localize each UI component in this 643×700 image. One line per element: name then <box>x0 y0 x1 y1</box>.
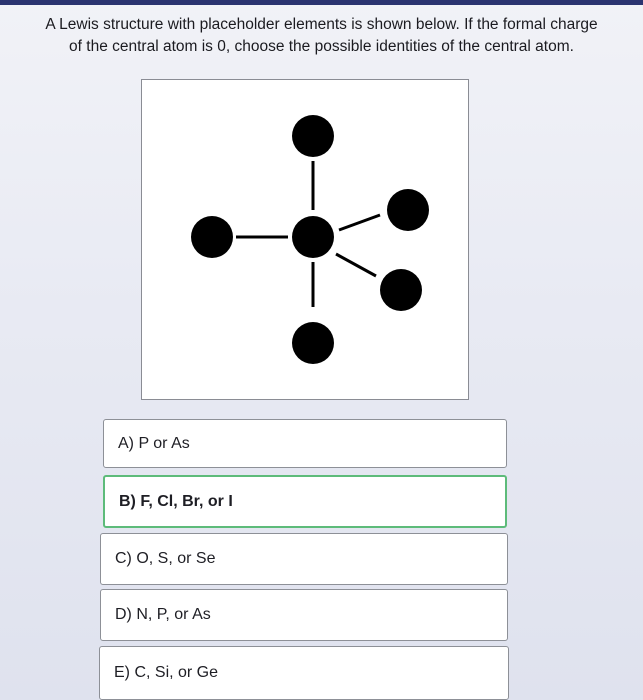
answer-option-d-label: D) N, P, or As <box>115 606 211 623</box>
answer-option-e-label: E) C, Si, or Ge <box>114 664 219 681</box>
answer-option-d[interactable] <box>100 589 508 641</box>
atom-upper-right <box>387 189 429 231</box>
bond-lower-right <box>336 254 376 276</box>
answer-option-e[interactable] <box>99 646 509 700</box>
answer-option-c[interactable] <box>100 533 508 585</box>
answer-option-a-label: A) P or As <box>118 434 190 452</box>
lewis-structure-figure <box>141 79 469 400</box>
atom-central <box>292 216 334 258</box>
question-line-1: A Lewis structure with placeholder elements is shown below. If the formal charge <box>45 16 598 33</box>
question-line-2: of the central atom is 0, choose the possible identities of the central atom. <box>69 38 574 55</box>
answer-option-b-label: B) F, Cl, Br, or I <box>119 492 233 510</box>
bond-upper-right <box>339 215 380 230</box>
question-text <box>0 14 643 58</box>
lewis-structure-diagram <box>141 79 469 400</box>
atom-left <box>191 216 233 258</box>
answer-option-a[interactable] <box>103 419 507 468</box>
answer-option-c-label: C) O, S, or Se <box>115 550 216 567</box>
top-edge-bar <box>0 0 643 5</box>
atom-top <box>292 115 334 157</box>
atom-bottom <box>292 322 334 364</box>
answer-option-b[interactable] <box>103 475 507 528</box>
atom-lower-right <box>380 269 422 311</box>
